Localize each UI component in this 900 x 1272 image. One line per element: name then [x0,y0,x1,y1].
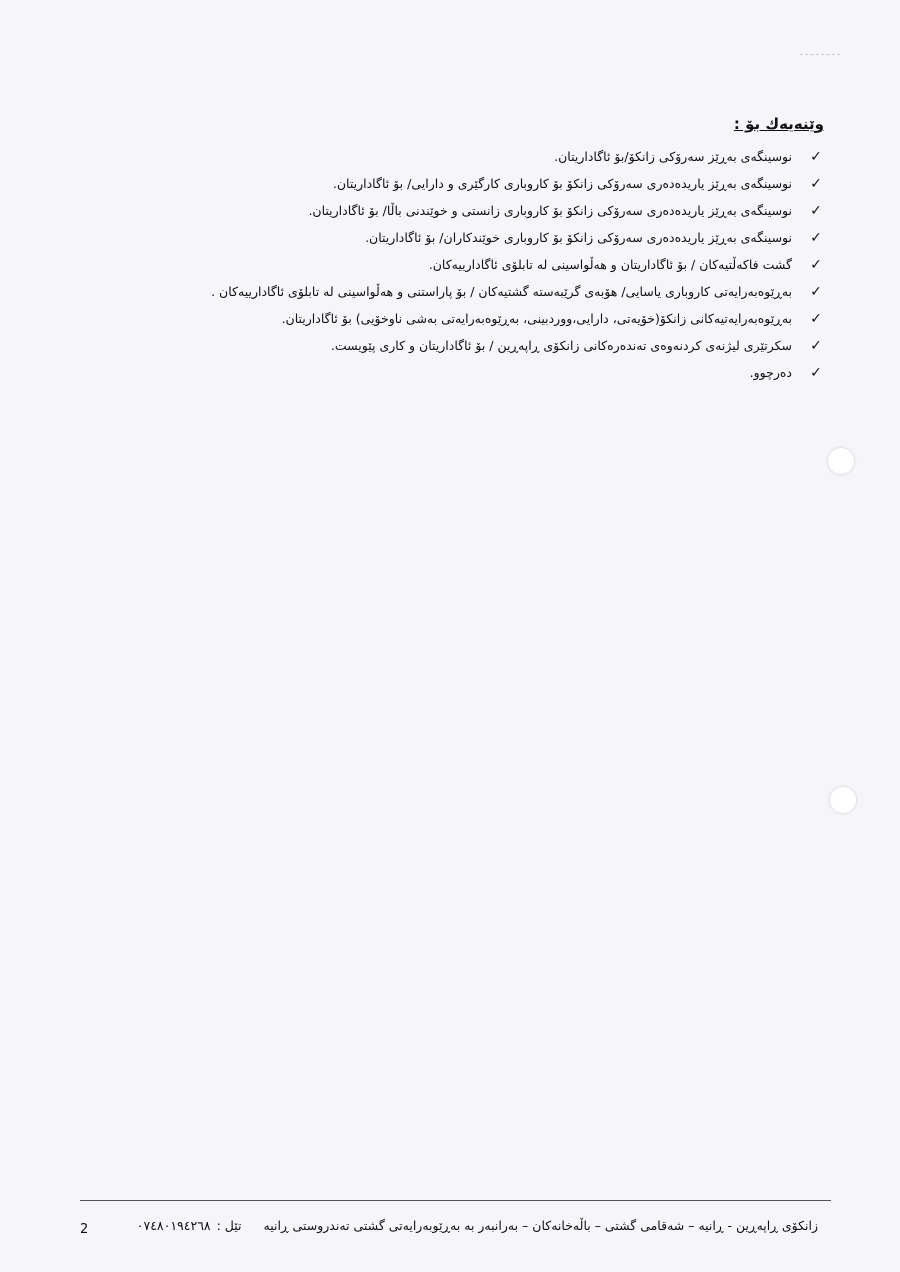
cc-item [102,251,822,278]
cc-item [102,278,822,305]
cc-heading: وێنەیەك بۆ : [733,115,824,133]
staple-mark [800,44,840,55]
page-number: 2 [80,1222,89,1237]
cc-item-text: نوسینگەی بەڕێز یاریدەدەری سەرۆکی زانکۆ بۆ کاروباری کارگێری و دارایی/ بۆ ئاگاداریتان. [332,176,792,191]
cc-item [102,170,822,197]
cc-item [102,359,822,386]
check-mark-icon: ✓ [810,148,822,165]
footer-phone: ٠٧٤٨٠١٩٤٢٦٨ [136,1218,211,1233]
cc-item [102,305,822,332]
cc-list [102,143,822,386]
cc-item-text: نوسینگەی بەڕێز یاریدەدەری سەرۆکی زانکۆ بۆ کاروباری خوێندکاران/ بۆ ئاگاداریتان. [365,230,792,245]
check-mark-icon: ✓ [810,337,822,354]
footer-address-text: زانكۆی ڕاپەڕین - ڕانیە – شەقامی گشتی – باڵەخانەکان – بەرانبەر بە بەڕێوبەرایەتی گشتی تەندروستی ڕانیە [263,1218,818,1233]
cc-item [102,143,822,170]
check-mark-icon: ✓ [810,283,822,300]
cc-item-text: نوسینگەی بەڕێز یاریدەدەری سەرۆکی زانکۆ بۆ کاروباری زانستی و خوێندنی باڵا/ بۆ ئاگاداریتان. [308,203,792,218]
footer-address [137,1218,818,1233]
cc-item-text: بەڕێوەبەرایەتیەکانی زانکۆ(خۆیەتی، دارایی،ووردبینی، بەڕێوەبەرایەتی بەشی ناوخۆیی) بۆ ئاگاداریتان. [281,311,792,326]
punch-hole-top [828,448,854,474]
cc-item-text: سکرتێری لیژنەی کردنەوەی تەندەرەکانی زانکۆی ڕاپەڕین / بۆ ئاگاداریتان و کاری پێویست. [330,338,792,353]
cc-item-text: گشت فاکەڵتیەکان / بۆ ئاگاداریتان و هەڵواسینی لە تابلۆی ئاگاداریيەکان. [428,257,792,272]
cc-item [102,332,822,359]
cc-item-text: بەڕێوەبەرایەتی کاروباری یاسایی/ هۆبەی گرێبەستە گشتیەکان / بۆ پاراستنی و هەڵواسینی لە تابلۆی ئاگاداریيەکان . [211,284,792,299]
cc-item-text: نوسینگەی بەڕێز سەرۆکی زانکۆ/بۆ ئاگاداریتان. [554,149,792,164]
check-mark-icon: ✓ [810,364,822,381]
cc-item-text: دەرچوو. [749,365,792,380]
cc-item [102,197,822,224]
footer-divider [80,1200,831,1201]
check-mark-icon: ✓ [810,310,822,327]
punch-hole-bottom [830,787,856,813]
check-mark-icon: ✓ [810,229,822,246]
cc-item [102,224,822,251]
check-mark-icon: ✓ [810,202,822,219]
check-mark-icon: ✓ [810,256,822,273]
footer-phone-label: تێل : [216,1218,242,1233]
check-mark-icon: ✓ [810,175,822,192]
